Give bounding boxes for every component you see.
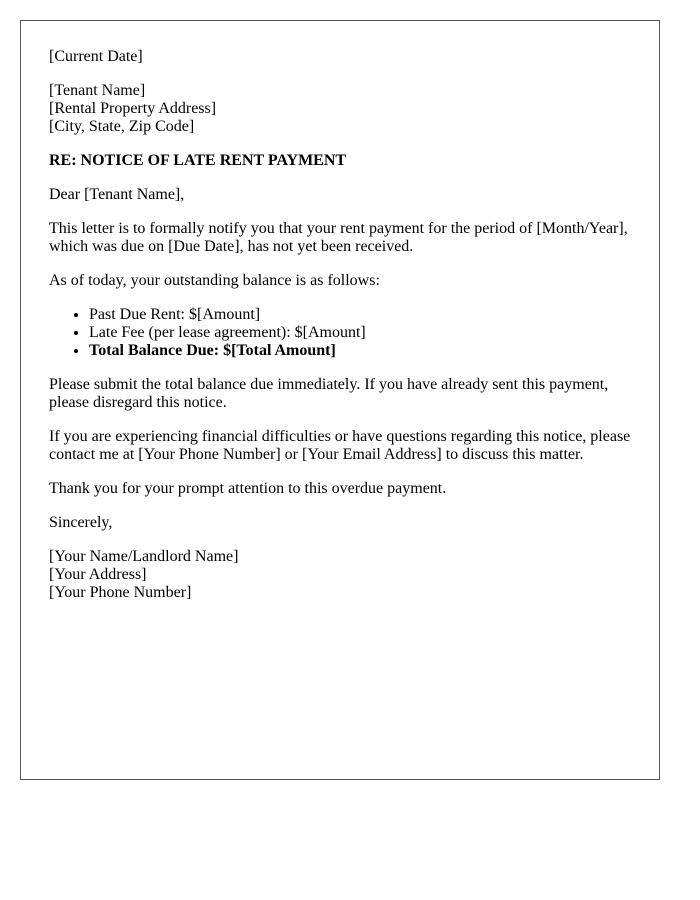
letter-page [20,20,660,780]
letter-subject: RE: NOTICE OF LATE RENT PAYMENT [49,152,347,169]
letter-date: [Current Date] [49,48,143,65]
sender-address: [Your Address] [49,566,147,583]
sender-phone: [Your Phone Number] [49,584,192,601]
sender-block [49,548,631,602]
balance-item-past-due-rent: • Past Due Rent: $[Amount] [89,306,631,324]
balance-item-total: • Total Balance Due: $[Total Amount] [89,342,631,360]
paragraph-contact: If you are experiencing financial difficulties or have questions regarding this notice, please contact me at [Your Phone Number] or [Your Email Address] to discuss this matter. [49,428,631,463]
recipient-address: [Rental Property Address] [49,100,217,117]
letter-salutation: Dear [Tenant Name], [49,186,185,203]
recipient-name: [Tenant Name] [49,82,146,99]
paragraph-submit: Please submit the total balance due immediately. If you have already sent this payment, please disregard this notice. [49,376,609,411]
letter-closing: Sincerely, [49,514,113,531]
balance-list [49,306,631,360]
recipient-block [49,82,631,136]
paragraph-thanks: Thank you for your prompt attention to this overdue payment. [49,480,447,497]
paragraph-notice: This letter is to formally notify you that your rent payment for the period of [Month/Year], which was due on [Due Date], has not yet been received. [49,220,628,255]
balance-item-late-fee: • Late Fee (per lease agreement): $[Amount] [89,324,631,342]
sender-name: [Your Name/Landlord Name] [49,548,239,565]
recipient-city-state-zip: [City, State, Zip Code] [49,118,195,135]
paragraph-balance-intro: As of today, your outstanding balance is as follows: [49,272,380,289]
